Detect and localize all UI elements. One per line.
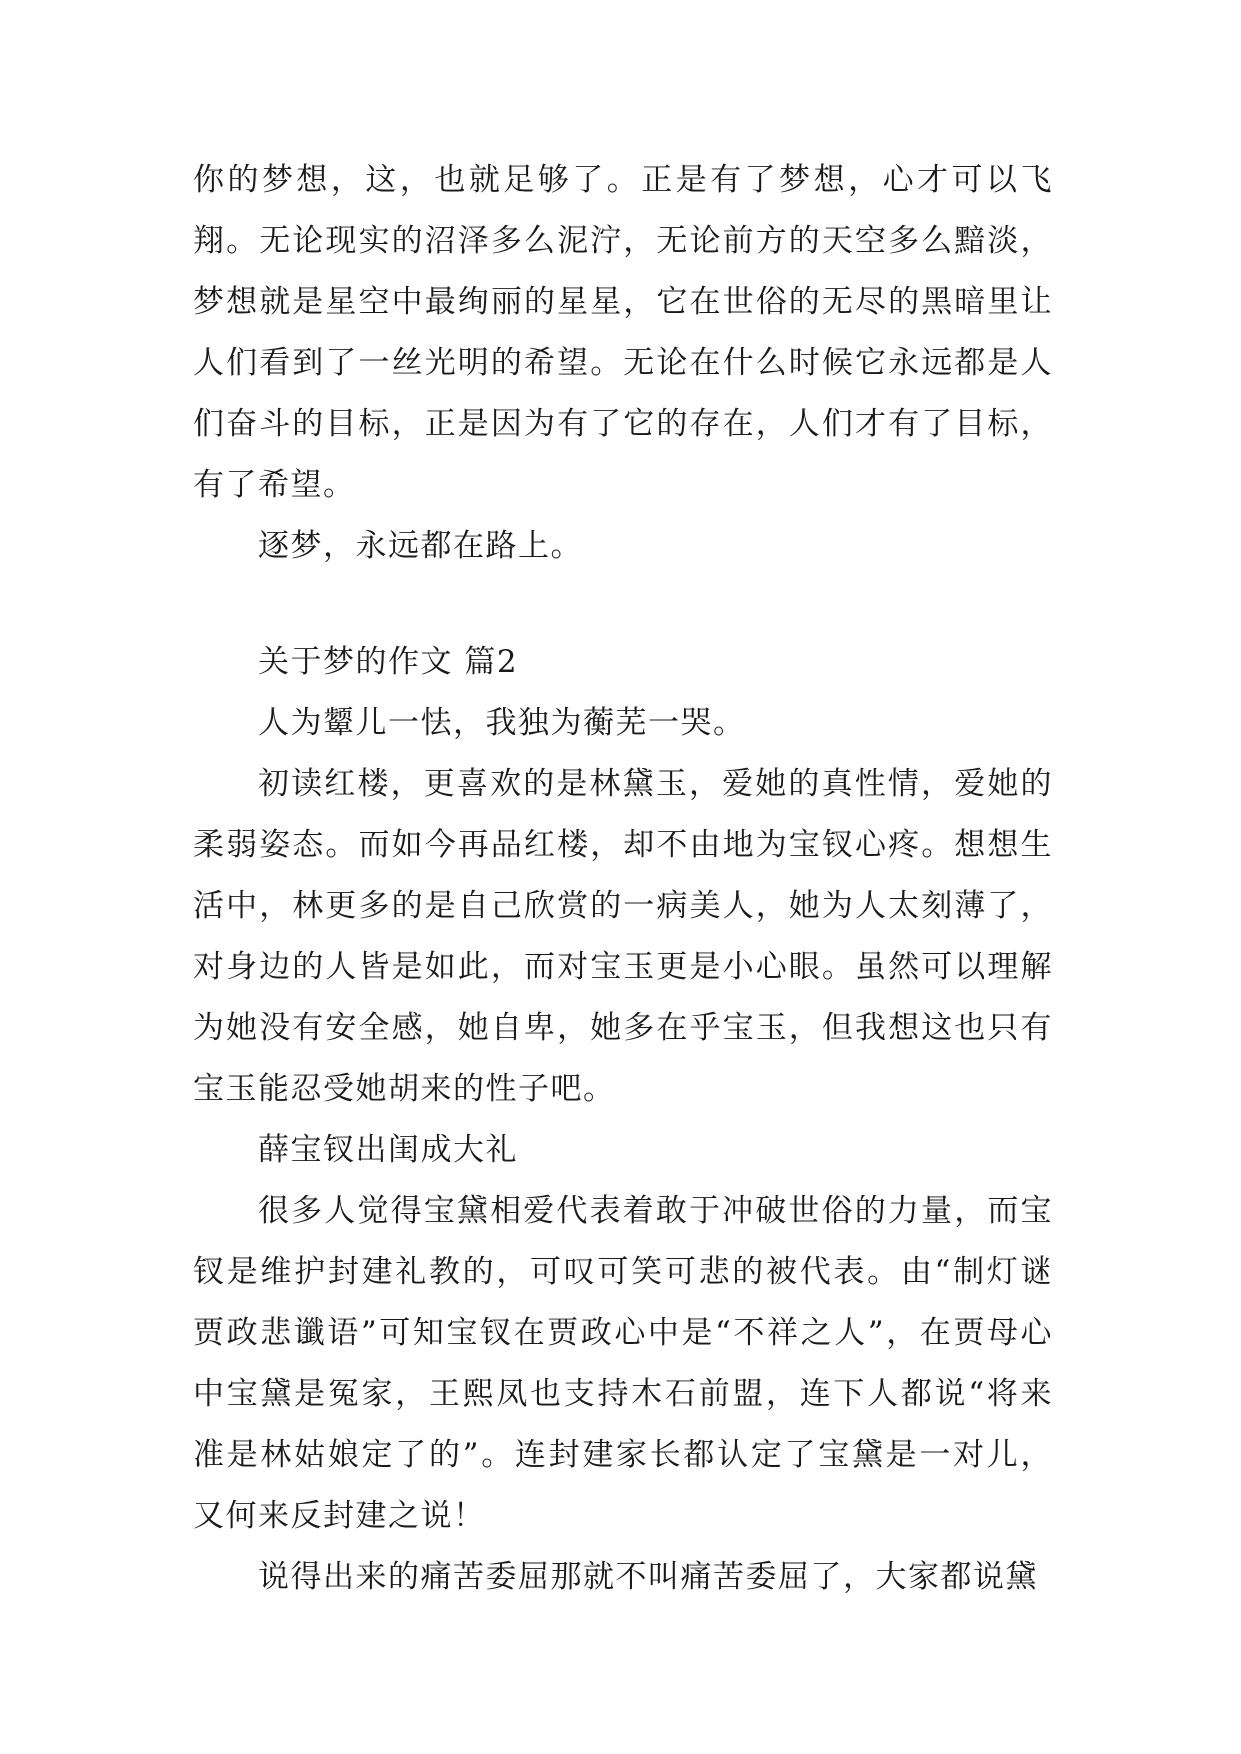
paragraph-grievance: 说得出来的痛苦委屈那就不叫痛苦委屈了，大家都说黛: [258, 1559, 1038, 1595]
section-heading: 关于梦的作文 篇2: [258, 644, 519, 680]
section-spacer: [193, 577, 1053, 632]
paragraph-subtitle: 薛宝钗出闺成大礼: [258, 1132, 518, 1168]
paragraph-opening-line: 人为颦儿一怯，我独为蘅芜一哭。: [258, 705, 746, 741]
paragraph-first-reading: 初读红楼，更喜欢的是林黛玉，爱她的真性情，爱她的柔弱姿态。而如今再品红楼，却不由地为宝钗心疼。想想生活中，林更多的是自己欣赏的一病美人，她为人太刻薄了，对身边的人皆是如此，而对宝玉更是小心眼。虽然可以理解为她没有安全感，她自卑，她多在乎宝玉，但我想这也只有宝玉能忍受她胡来的性子吧。: [193, 766, 1053, 1107]
document-body: [193, 150, 1053, 1608]
paragraph-chasing-dream: 逐梦，永远都在路上。: [258, 528, 583, 564]
paragraph-dream-conclusion: 你的梦想，这，也就足够了。正是有了梦想，心才可以飞翔。无论现实的沼泽多么泥泞，无论前方的天空多么黯淡，梦想就是星空中最绚丽的星星，它在世俗的无尽的黑暗里让人们看到了一丝光明的希望。无论在什么时候它永远都是人们奋斗的目标，正是因为有了它的存在，人们才有了目标，有了希望。: [193, 162, 1053, 503]
paragraph-feudal-argument: 很多人觉得宝黛相爱代表着敢于冲破世俗的力量，而宝钗是维护封建礼教的，可叹可笑可悲的被代表。由“制灯谜贾政悲谶语”可知宝钗在贾政心中是“不祥之人”，在贾母心中宝黛是冤家，王熙凤也支持木石前盟，连下人都说“将来准是林姑娘定了的”。连封建家长都认定了宝黛是一对儿，又何来反封建之说！: [193, 1193, 1053, 1534]
